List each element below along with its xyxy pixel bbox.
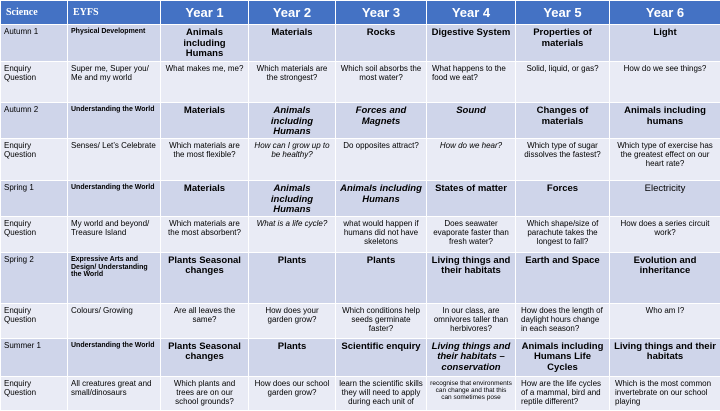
eyfs-cell: All creatures great and small/dinosaurs xyxy=(68,376,161,410)
year-1-cell: Animals including Humans xyxy=(161,25,249,62)
year-6-cell: Animals including humans xyxy=(610,103,720,139)
year-3-cell: what would happen if humans did not have skeletons xyxy=(336,216,427,252)
year-3-cell: Plants xyxy=(336,252,427,303)
year-4-cell: Sound xyxy=(427,103,516,139)
year-1-cell: Are all leaves the same? xyxy=(161,303,249,338)
eyfs-cell: Understanding the World xyxy=(68,103,161,139)
year-1-cell: Plants Seasonal changes xyxy=(161,252,249,303)
year-1-cell: Which plants and trees are on our school grounds? xyxy=(161,376,249,410)
table-row-spring-1 xyxy=(1,180,720,216)
year-5-cell: Which type of sugar dissolves the fastest? xyxy=(516,138,610,180)
year-5-cell: Earth and Space xyxy=(516,252,610,303)
table-row-enquiry xyxy=(1,138,720,180)
row-label: Enquiry Question xyxy=(1,303,68,338)
eyfs-cell: Understanding the World xyxy=(68,180,161,216)
year-3-cell: Forces and Magnets xyxy=(336,103,427,139)
eyfs-cell: Colours/ Growing xyxy=(68,303,161,338)
year-6-cell: Light xyxy=(610,25,720,62)
year-5-cell: Properties of materials xyxy=(516,25,610,62)
header-row xyxy=(1,1,720,25)
year-2-cell: What is a life cycle? xyxy=(249,216,336,252)
year-2-cell: Animals including Humans xyxy=(249,103,336,139)
header-science: Science xyxy=(1,1,68,25)
year-2-cell: Animals including Humans xyxy=(249,180,336,216)
table-row-autumn-1 xyxy=(1,25,720,62)
eyfs-cell: Understanding the World xyxy=(68,338,161,376)
year-6-cell: Who am I? xyxy=(610,303,720,338)
year-5-cell: Forces xyxy=(516,180,610,216)
year-4-cell: What happens to the food we eat? xyxy=(427,62,516,103)
year-2-cell: Materials xyxy=(249,25,336,62)
year-2-cell: How does your garden grow? xyxy=(249,303,336,338)
row-label: Autumn 2 xyxy=(1,103,68,139)
year-6-cell: How do we see things? xyxy=(610,62,720,103)
row-label: Enquiry Question xyxy=(1,376,68,410)
year-1-cell: Materials xyxy=(161,180,249,216)
year-5-cell: Solid, liquid, or gas? xyxy=(516,62,610,103)
eyfs-cell: Physical Development xyxy=(68,25,161,62)
year-1-cell: What makes me, me? xyxy=(161,62,249,103)
header-year-4: Year 4 xyxy=(427,1,516,25)
year-5-cell: Changes of materials xyxy=(516,103,610,139)
eyfs-cell: Super me, Super you/ Me and my world xyxy=(68,62,161,103)
row-label: Spring 1 xyxy=(1,180,68,216)
row-label: Enquiry Question xyxy=(1,138,68,180)
table-row-enquiry xyxy=(1,62,720,103)
year-6-cell: Electricity xyxy=(610,180,720,216)
year-3-cell: Which conditions help seeds germinate faster? xyxy=(336,303,427,338)
table-row-enquiry xyxy=(1,216,720,252)
year-4-cell: Living things and their habitats – conservation xyxy=(427,338,516,376)
row-label: Summer 1 xyxy=(1,338,68,376)
year-2-cell: Plants xyxy=(249,252,336,303)
year-4-cell: States of matter xyxy=(427,180,516,216)
row-label: Spring 2 xyxy=(1,252,68,303)
year-4-cell: Digestive System xyxy=(427,25,516,62)
year-2-cell: Which materials are the strongest? xyxy=(249,62,336,103)
header-eyfs: EYFS xyxy=(68,1,161,25)
eyfs-cell: My world and beyond/ Treasure Island xyxy=(68,216,161,252)
year-1-cell: Plants Seasonal changes xyxy=(161,338,249,376)
year-6-cell: How does a series circuit work? xyxy=(610,216,720,252)
year-6-cell: Which is the most common invertebrate on our school playing xyxy=(610,376,720,410)
year-2-cell: How does our school garden grow? xyxy=(249,376,336,410)
year-5-cell: How does the length of daylight hours change in each season? xyxy=(516,303,610,338)
year-6-cell: Which type of exercise has the greatest effect on our heart rate? xyxy=(610,138,720,180)
header-year-1: Year 1 xyxy=(161,1,249,25)
eyfs-cell: Senses/ Let’s Celebrate xyxy=(68,138,161,180)
header-year-5: Year 5 xyxy=(516,1,610,25)
year-1-cell: Materials xyxy=(161,103,249,139)
year-3-cell: Do opposites attract? xyxy=(336,138,427,180)
eyfs-cell: Expressive Arts and Design/ Understanding the World xyxy=(68,252,161,303)
row-label: Enquiry Question xyxy=(1,216,68,252)
year-3-cell: Animals including Humans xyxy=(336,180,427,216)
header-year-6: Year 6 xyxy=(610,1,720,25)
header-year-2: Year 2 xyxy=(249,1,336,25)
year-1-cell: Which materials are the most absorbent? xyxy=(161,216,249,252)
year-4-cell: Does seawater evaporate faster than fresh water? xyxy=(427,216,516,252)
year-3-cell: learn the scientific skills they will need to apply during each unit of xyxy=(336,376,427,410)
table-row-autumn-2 xyxy=(1,103,720,139)
year-4-cell: recognise that environments can change and that this can sometimes pose xyxy=(427,376,516,410)
year-6-cell: Living things and their habitats xyxy=(610,338,720,376)
table-row-summer-1 xyxy=(1,338,720,376)
year-4-cell: In our class, are omnivores taller than herbivores? xyxy=(427,303,516,338)
year-5-cell: Animals including Humans Life Cycles xyxy=(516,338,610,376)
year-4-cell: How do we hear? xyxy=(427,138,516,180)
year-4-cell: Living things and their habitats xyxy=(427,252,516,303)
table-row-spring-2 xyxy=(1,252,720,303)
year-5-cell: How are the life cycles of a mammal, bird and reptile different? xyxy=(516,376,610,410)
table-row-enquiry xyxy=(1,303,720,338)
year-3-cell: Which soil absorbs the most water? xyxy=(336,62,427,103)
year-2-cell: Plants xyxy=(249,338,336,376)
year-2-cell: How can I grow up to be healthy? xyxy=(249,138,336,180)
table-row-enquiry xyxy=(1,376,720,410)
year-5-cell: Which shape/size of parachute takes the longest to fall? xyxy=(516,216,610,252)
row-label: Enquiry Question xyxy=(1,62,68,103)
year-1-cell: Which materials are the most flexible? xyxy=(161,138,249,180)
header-year-3: Year 3 xyxy=(336,1,427,25)
year-3-cell: Rocks xyxy=(336,25,427,62)
row-label: Autumn 1 xyxy=(1,25,68,62)
year-3-cell: Scientific enquiry xyxy=(336,338,427,376)
year-6-cell: Evolution and inheritance xyxy=(610,252,720,303)
